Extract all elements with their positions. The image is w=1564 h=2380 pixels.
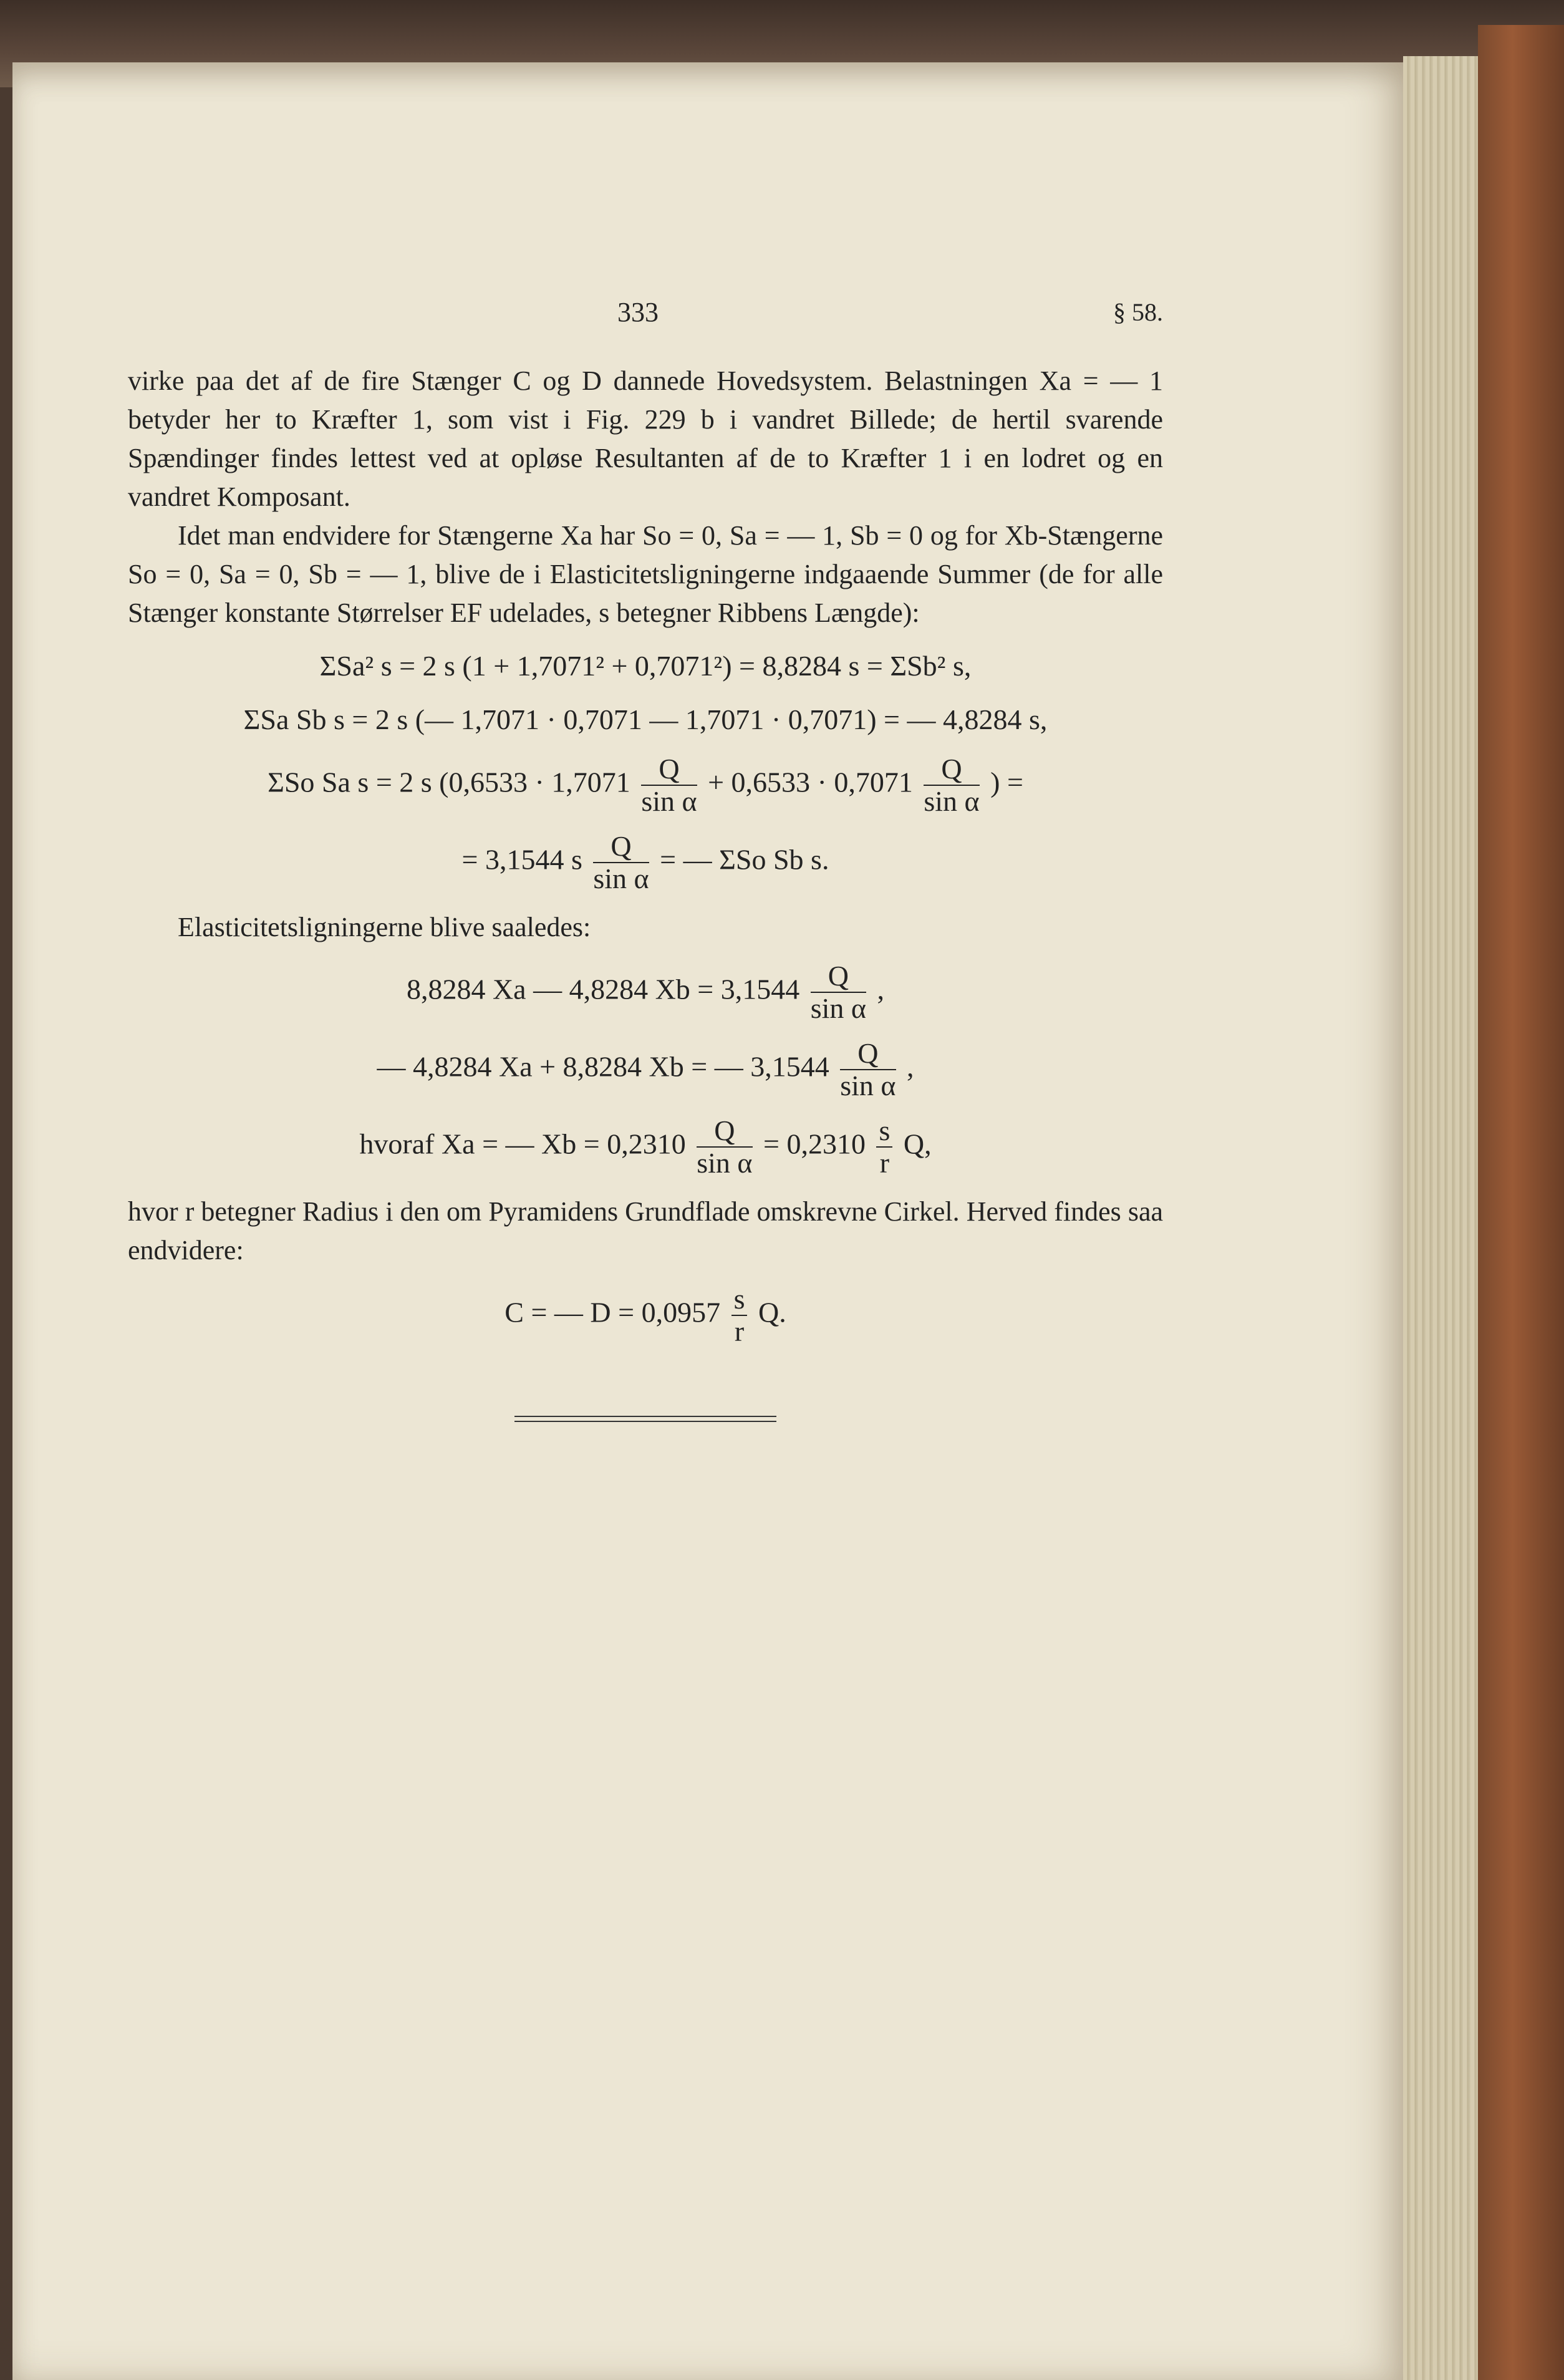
equation-4-right: = — ΣSo Sb s. bbox=[660, 843, 829, 876]
fraction-q-sin bbox=[641, 753, 697, 817]
fraction-numerator: s bbox=[876, 1115, 892, 1148]
fraction-numerator: Q bbox=[593, 831, 649, 863]
paragraph-1: virke paa det af de fire Stænger C og D dannede Hovedsystem. Belastningen Xa = — 1 betyder her to Kræfter 1, som vist i Fig. 229 b i vandret Billede; de hertil svarende Spændinger findes lettest ved at opløse Resultanten af de to Kræfter 1 i en lodret og en vandret Komposant. bbox=[128, 365, 1163, 512]
fraction-denominator: r bbox=[734, 1315, 745, 1347]
equation-3-right: ) = bbox=[990, 766, 1023, 798]
fraction-q-sin bbox=[811, 960, 866, 1024]
fraction-s-r bbox=[731, 1284, 748, 1347]
fraction-numerator: Q bbox=[641, 753, 697, 786]
fraction-denominator: sin α bbox=[924, 785, 980, 817]
equation-7 bbox=[128, 1115, 1163, 1179]
book-spine bbox=[1478, 25, 1564, 2380]
fraction-q-sin bbox=[924, 753, 979, 817]
fraction-q-sin bbox=[697, 1115, 752, 1179]
equation-7-left: hvoraf Xa = — Xb = 0,2310 bbox=[359, 1128, 686, 1160]
equation-7-mid: = 0,2310 bbox=[763, 1128, 866, 1160]
equation-5-right: , bbox=[877, 973, 885, 1005]
fraction-numerator: Q bbox=[840, 1038, 895, 1070]
equation-5-left: 8,8284 Xa — 4,8284 Xb = 3,1544 bbox=[406, 973, 800, 1005]
fraction-q-sin bbox=[840, 1038, 895, 1101]
fraction-denominator: sin α bbox=[810, 992, 867, 1024]
fraction-numerator: Q bbox=[924, 753, 979, 786]
paragraph-2: Idet man endvidere for Stængerne Xa har So = 0, Sa = — 1, Sb = 0 og for Xb-Stængerne So = 0, Sa = 0, Sb = — 1, blive de i Elasticitetsligningerne indgaaende Summer (de for alle Stænger konstante Størrelser EF udelades, s betegner Ribbens Længde): bbox=[128, 520, 1163, 628]
equation-3 bbox=[128, 753, 1163, 817]
equation-6-right: , bbox=[907, 1050, 914, 1083]
fraction-q-sin bbox=[593, 831, 649, 894]
page-text bbox=[128, 293, 1163, 1422]
page-fore-edge bbox=[1403, 56, 1478, 2380]
page-header bbox=[128, 293, 1163, 362]
equation-4 bbox=[128, 831, 1163, 894]
fraction-s-r bbox=[876, 1115, 892, 1179]
equation-3-mid: + 0,6533 · 0,7071 bbox=[708, 766, 913, 798]
equation-2: ΣSa Sb s = 2 s (— 1,7071 · 0,7071 — 1,7071 · 0,7071) = — 4,8284 s, bbox=[243, 704, 1048, 735]
section-marker: § 58. bbox=[1113, 298, 1163, 326]
paragraph-4: hvor r betegner Radius i den om Pyramidens Grundflade omskrevne Cirkel. Herved findes saa endvidere: bbox=[128, 1196, 1163, 1265]
fraction-numerator: Q bbox=[811, 960, 866, 993]
fraction-denominator: sin α bbox=[641, 785, 697, 817]
equation-8-left: C = — D = 0,0957 bbox=[504, 1296, 721, 1328]
fraction-denominator: sin α bbox=[840, 1070, 896, 1101]
fraction-numerator: s bbox=[731, 1284, 748, 1316]
equation-1: ΣSa² s = 2 s (1 + 1,7071² + 0,7071²) = 8,8284 s = ΣSb² s, bbox=[319, 650, 972, 682]
equation-4-left: = 3,1544 s bbox=[461, 843, 582, 876]
equation-6-left: — 4,8284 Xa + 8,8284 Xb = — 3,1544 bbox=[377, 1050, 829, 1083]
equation-7-right: Q, bbox=[903, 1128, 932, 1160]
equation-6 bbox=[128, 1038, 1163, 1101]
fraction-numerator: Q bbox=[697, 1115, 752, 1148]
fraction-denominator: sin α bbox=[697, 1147, 753, 1179]
equation-5 bbox=[128, 960, 1163, 1024]
equation-3-left: ΣSo Sa s = 2 s (0,6533 · 1,7071 bbox=[268, 766, 630, 798]
fraction-denominator: sin α bbox=[593, 863, 649, 894]
page-number: 333 bbox=[617, 297, 659, 327]
equation-8-right: Q. bbox=[758, 1296, 786, 1328]
paragraph-3: Elasticitetsligningerne blive saaledes: bbox=[178, 912, 591, 942]
equation-8 bbox=[128, 1284, 1163, 1347]
fraction-denominator: r bbox=[879, 1147, 890, 1179]
section-end-rule bbox=[514, 1416, 776, 1422]
